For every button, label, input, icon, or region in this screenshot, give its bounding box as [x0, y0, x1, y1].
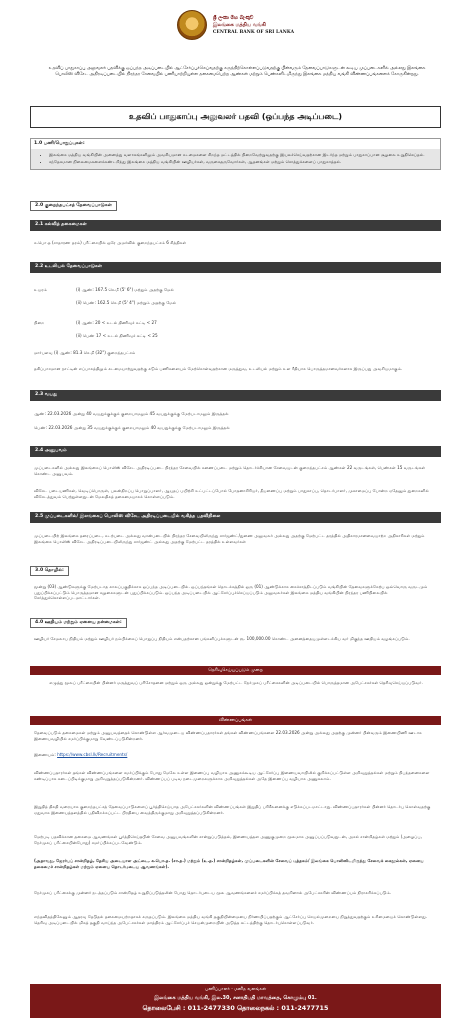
education-text: க.பொ.த (சாதாரண தரம்) பரீட்சையில் ஒரே அமர்வில் குறைந்தபட்சம் 6 சித்திகள் — [34, 240, 187, 245]
cbsl-seal-icon — [177, 10, 207, 40]
age-female: பெண்: 22.03.2026 அன்று 35 வயதுக்குக்குக் குறையாமலும் 40 வயதுக்குக்கு மேற்படாமலும் இருத்தல் — [34, 425, 230, 430]
experience-bar: 2.4 அனுபவம் — [30, 446, 441, 457]
applications-p6: நேர்முகப் பரீட்சைக்கு முன்னர் நடத்தப்படும் சான்றிதழ் உறுதிப்படுத்தலின் போது தொடர்புடைய மூல ஆவணங்களைச் சமர்ப்பிக்கத் தவறினால் அபேட்சகரின் விண்ணப்பம் நிராகரிக்கப்படும். — [34, 890, 392, 895]
bmi-male: (i) ஆண்: 20 < உடல் திணிவுச் சுட்டி < 27 — [76, 320, 157, 325]
bank-name-si: ශ්‍රී ලංකා මහ බැංකුව — [212, 14, 254, 21]
employment-heading: 3.0 தொழில்: — [30, 566, 69, 576]
footer-address: இலங்கை மத்திய வங்கி, இல.30, சனாதிபதி மாவத்தை, கொழும்பு 01. — [154, 994, 317, 1001]
experience-text-1: முப்படைகளில் அல்லது இலங்கைப் பொலிஸ் விசேட அதிரடிப்படை நிரந்தர சேவையில் கணைப்படை மற்றும் தொடர்ச்சியான சேவையுடன் குறைந்தபட்சம் ஆண்கள் 22 வருடங்கள், பெண்கள் 15 வருடங்கள் கொண்ட அனுபவம். — [34, 465, 426, 476]
salary-heading: 4.0 ஊதியம் மற்றும் ஏனைய நன்மைகள்: — [30, 618, 127, 628]
age-bar: 2.3 வயது — [30, 390, 441, 401]
height-label: உயரம் — [34, 287, 47, 292]
logo-block — [177, 10, 294, 40]
applications-documents: (அதாவது, ஜேரர்பப் சான்றிதழ், தேசிய அடையாள அட்டை, க.பொ.த. (சா.த.) மற்றும் (உ.த.) சான்றிதழ்கள், முப்படைகளின் சேவைப் புத்தகம்/ இலங்கை பொலிஸிடமிருந்து சேவைக் கைநூல்கள், ஏனைய தகைமைச் சான்றிதழ்கள் மற்றும் ஏனைய தொடர்புடைய ஆவணங்கள்). — [34, 858, 424, 869]
age-male: ஆண்: 22.03.2026 அன்று 40 வயதுக்குக்குக் குறையாமலும் 45 வயதுக்குக்கு மேற்படாமலும் இருத்தல் — [34, 411, 229, 416]
duties-list — [31, 149, 440, 168]
selection-text: எழுத்து மூலப் பரீட்சையின் பின்னர் மருத்துவப் பரிசோதனை மற்றும் ஒரு அல்லது ஒன்றுக்கு மேற்பட்ட நேர்முகப் பரீட்சைகளின் அடிப்படையில் பொருத்தமான அபேட்சகர்கள் தெரிவுசெய்யப்படுவர். — [49, 680, 423, 685]
header — [0, 4, 471, 60]
applications-bar: விண்ணப்பங்கள் — [30, 716, 441, 725]
applications-p4: மேற்படி பதவிக்கான தகைமை ஆவணங்கள் பூர்த்திசெய்தபின் சேவை அனுபவங்களின் சான்றுப்படுத்தல், இணையத்தள அணுகுமுறை மூலமாக அனுப்பப்படுவதுடன், அசல் சான்றிதழ்கள் மற்றும் (அழைப்பு, நேர்முகப் பரீட்சையின்போது) சமர்ப்பிக்கப்படவேண்டும். — [34, 834, 422, 845]
physical-bar: 2.2 உடலியல் தேவைப்பாடுகள் — [30, 262, 441, 273]
post-title: உதவிப் பாதுகாப்பு அலுவலர் பதவி (ஒப்பந்த அடிப்படை) — [129, 111, 342, 121]
bank-names — [213, 15, 294, 36]
link-row — [34, 752, 127, 758]
education-bar: 2.1 கல்வித் தகைமைகள் — [30, 220, 441, 231]
post-title-box — [30, 106, 441, 128]
duty-item: • இலங்கை மத்திய வங்கியின் அனைத்து வளாகங்களிலும் அவசியமான கடமைகளை சிறந்த மட்டத்தில் நிறைவேற்றுவதற்கு இயலச்செய்வதற்கான இடர்ந்த மற்றும் பாதுகாப்பான சூழலை உறுதிசெய்தல். — [49, 152, 432, 158]
salary-text: ஊழியர் சேமலாப நிதியம் மற்றும் ஊழியர் நம்பிக்கைப் பொறுப்பு நிதியம் என்பதற்கான பங்களிப்புக்களுடன் ரூ. 100,000.00 கொண்ட அனைத்தையுமுள்ளடக்கிய வர் மிகுந்த ஊதியம் வழங்கப்படும். — [34, 636, 410, 641]
recruitment-link[interactable]: https://www.cbsl.lk/Recruitments/ — [57, 752, 128, 757]
fitness-text: தகிப்பாசமான நாட்டின் எப்பாகத்திலும் கடமையாற்றுவதற்கு கடும் பணிகளையும் மேற்கொள்வதற்கான மருத்துவ, உடலியல் மற்றும் உள ரீதியாக பொருத்தமானவர்களாக இருப்பது அவசியமாகும். — [34, 366, 403, 371]
bank-name-en: CENTRAL BANK OF SRI LANKA — [212, 29, 295, 35]
height-female: (ii) பெண்: 162.5 செ.மீ (5' 4") மற்றும் அதற்கு மேல் — [76, 300, 177, 305]
applications-p3: இறுதித் திகதி வரையாக குறைந்தபட்சத் தேவைப்பாடுகளைப் பூர்த்திசெய்யாத அபேட்சகர்களின் விண்ணப்பங்கள் இறுதிப் பரிசீலனைக்கு எடுக்கப்படமாட்டாது. விண்ணப்பதாரர்கள் பின்னர் தொடர்பு கொள்வதற்கு ஏதுவாக இணையத்தளத்தில் பதிவிறக்கப்பட்ட பிரதியை வைத்திருக்குமாறு அறிவுறுத்தப்படுகின்றனர். — [34, 804, 431, 815]
bank-name-ta: இலங்கை மத்திய வங்கி — [212, 22, 266, 29]
intro-text: உதவிப் பாதுகாப்பு அலுவலர் பதவிக்கு ஒப்பந்த அடிப்படையில் ஆட்சேர்ப்புச்செய்வதற்கு கருத்திற்கொள்ளப்படுவதற்கு பின்வரும் தேவைப்பாடுகளுடன் கூடிய முப்படைகளில் அல்லது இலங்கை பொலிஸ் விசேட அதிரடிப்படையில் நிரந்தர சேவையில் பணியாற்றியுள்ள தகைமைபெற்ற ஆண்கள் மற்றும் பெண்களிடமிருந்து இலங்கை மத்திய வங்கி விண்ணப்பங்களைக் கோருகின்றது. — [48, 66, 426, 78]
bmi-label: நிறை — [34, 320, 45, 325]
section-duties — [30, 138, 441, 170]
selection-bar: தெரிவுசெய்யப்படும் முறை — [30, 666, 441, 675]
applications-p7: எந்தவிதத்திலேனும் ஆதரவு தேடுதல் தகைமையற்றதாகக் கருதப்படும். இலங்கை மத்திய வங்கி தகுதியின்மையை நிர்ணயிப்பதற்கும் ஆட்சேர்ப்பு செயல்முறையை நிறுத்துவதற்கும் உரிமையைக் கொண்டுள்ளது. தெரிவு அடிப்படையில் மிகத் தகுதி வாய்ந்த அபேட்சகர்கள் மாத்திரம் ஆட்சேர்ப்புச் செயன்முறையின் அடுத்த கட்டத்திற்கு தொடர்புகொள்ளப்படுவர். — [34, 914, 428, 925]
employment-text: மூன்று (03) ஆண்டுகளுக்கு மேற்படாத காலப்பகுதிக்காக ஒப்பந்த அடிப்படையில். ஒப்பந்தங்கள் தொடக்கத்தில் ஒரு (01) ஆண்டுக்காக கைச்சாத்திடப்படும் வங்கியின் தேவைகளுக்கேற்ப ஒவ்வொரு வருடமும் புதுப்பிக்கப்பட்டும் பொருத்தமான சலுகைகளுடன் புதுப்பிக்கப்படும். ஒப்பந்த அடிப்படையில் ஆட்சேர்ப்புச்செய்யப்படும் அலுவலர்கள் இலங்கை மத்திய வங்கியின் நிரந்தர பணிநிலையில் சேர்த்துக்கொள்ளப்படமாட்டார்கள். — [34, 584, 428, 601]
rank-bar: 2.5 முப்படைகளில்/ இலங்கைப் பொலிஸ் விசேட அதிரடிப்படையில் வகித்த பதவிநிலை — [30, 512, 441, 523]
rank-text: முப்படையிற் இலங்கை தரைப்படை, கடற்படை அல்லது வான்படையில் நிரந்தர சேவையிலிருந்து சார்ஜண்ட்/துணை அலுவலர் அல்லது அதற்கு மேற்பட்ட தரத்தில் அதிகாரமானவையாற்ற அதிகாரிகள் மற்றும் இலங்கை பொலிஸ் விசேட அதிரடிப்படையிலிருந்து சார்ஜண்ட் அல்லது அதற்கு மேற்பட்ட தரத்தில் உள்ளவர்கள் — [34, 533, 425, 544]
height-male: (i) ஆண்: 167.5 செ.மீ (5' 6") மற்றும் அதற்கு மேல் — [76, 287, 174, 292]
footer-phone: தொலைபேசி : 011-2477330 தொலைநகல் : 011-2477715 — [142, 1003, 329, 1012]
applications-p2: விண்ணப்பதாரர்கள் தங்கள் விண்ணப்பங்களை சமர்ப்பிக்கும் போது மேலே உள்ள இணைப்பு வழியாக அணுகக்கூடிய ஆட்சேர்ப்பு இணையவாயிலில் குறிக்கப்பட்டுள்ள அறிவுறுத்தல்கள் மற்றும் நிபந்தனைகளை கண்டிப்பாக கடைப்பிடிக்குமாறு அறிவுறுத்தப்படுகின்றனர். விண்ணப்பப் படிவ நடைமுறைகளுக்காக அறிவுறுத்தல்கள் அதே இணைப்பு வழியாக அணுகலாம். — [34, 770, 430, 781]
footer-director: பணிப்பாளர் - மனித வளங்கள் — [204, 987, 267, 992]
link-label: இணையம்: — [34, 752, 56, 757]
bmi-female: (ii) பெண் 17 < உடல் திணிவுச் சுட்டி < 25 — [76, 333, 158, 338]
chest-requirement: மார்பளவு (i) ஆண்: 81.3 செ.மீ (32") குறைந்தபட்சம் — [34, 350, 136, 355]
contact-footer — [30, 984, 441, 1018]
applications-p1a: தேவைப்படும் தகைமைகள் மற்றும் அனுபவத்தைக் கொண்டுள்ள ஆர்வமுடைய விண்ணப்பதாரர்கள் தங்கள் விண்ணப்பங்களை — [34, 730, 275, 735]
duties-heading: 1.0 பணி/பொறுப்புகள்: — [34, 141, 85, 146]
duty-item: • சந்தேகமான நிலைமைகளைக்கண்டறிந்து இலங்கை மத்திய வங்கியின் ஊழியர்கள், வருகைதருவோர்கள், ஆதனங்கள் மற்றும் சொத்துக்களைப் பாதுகாத்தல். — [49, 159, 432, 165]
applications-p1b: 22.03.2026 அன்று அல்லது அதற்கு முன்னர் பின்வரும் இணையிணி ஊடாக இணையவழியில் சமர்ப்பிக்குமாறு வேண்டப்படுகின்றனர். — [34, 730, 422, 741]
applications-p1 — [34, 730, 438, 741]
experience-text-2: விசேட படையணிகள், வெடிப்பொருள், புலன்திறப்பு பொறுப்பாளர், ஆயுதப் பயிற்சி உட்பட்டப்போல் போதனாசிரியர், தீயணைப்பு மற்றும் பாதுகாப்பு, தொடர்பாளர், முகாமைப்பு போன்ற ஏதேனும் துறைகளில் விசேடத்துவம் பெற்றுள்ளதுடன் மேலதிகத் தகைமையாகக் கொள்ளப்படும். — [34, 488, 429, 499]
requirements-heading: 2.0 குறைந்தபட்சத் தேவைப்பாடுகள் — [30, 201, 117, 211]
